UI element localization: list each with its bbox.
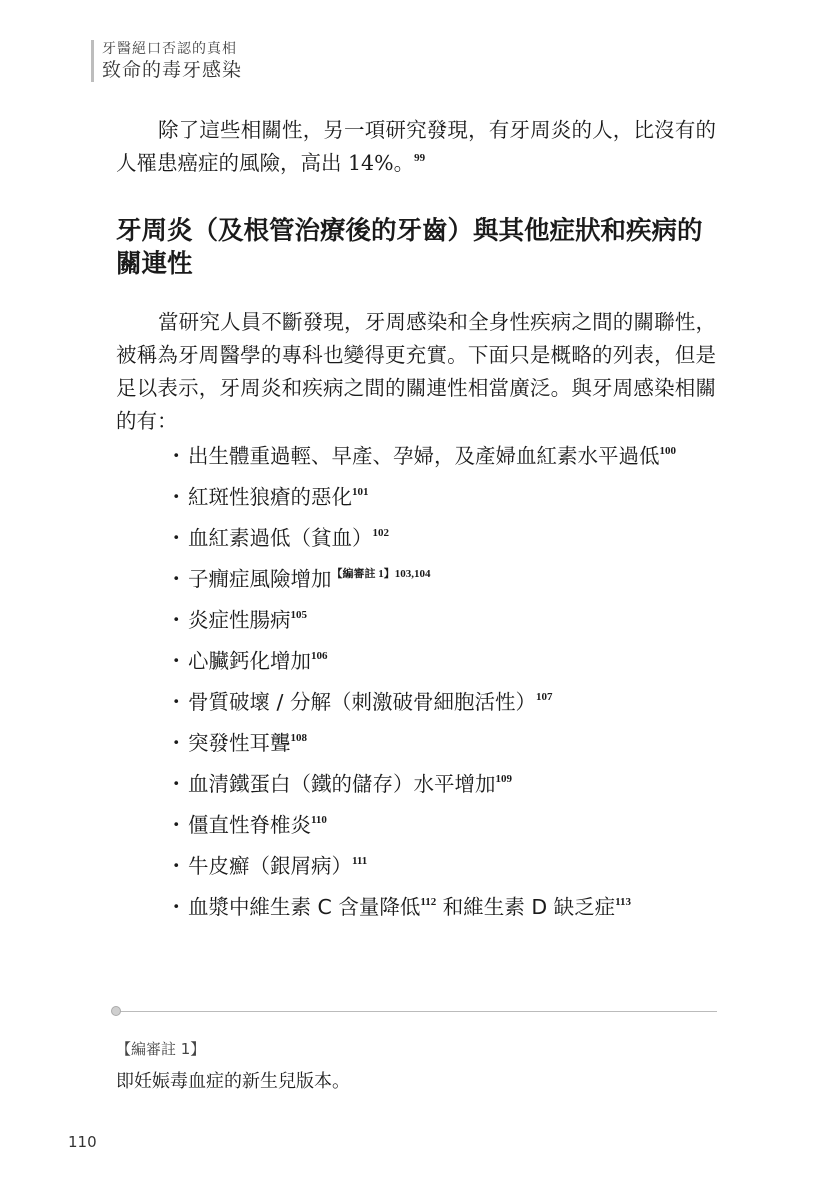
- intro-paragraph: 除了這些相關性，另一項研究發現，有牙周炎的人，比沒有的人罹患癌症的風險，高出 14%。$^{99}$: [116, 118, 716, 175]
- list-item: ・紅斑性狼瘡的惡化$^{101}$: [166, 485, 369, 509]
- body-paragraph: 當研究人員不斷發現，牙周感染和全身性疾病之間的關聯性，被稱為牙周醫學的專科也變得更充實。下面只是概略的列表，但是足以表示，牙周炎和疾病之間的關連性相當廣泛。與牙周感染相關的有：: [116, 310, 716, 433]
- footnote-ref: 99: [414, 152, 426, 164]
- list-item: ・血紅素過低（貧血）$^{102}$: [166, 526, 389, 550]
- list-item: ・炎症性腸病$^{105}$: [166, 608, 307, 632]
- list-item: ・僵直性脊椎炎$^{110}$: [166, 813, 327, 837]
- associated-conditions-list: [166, 440, 726, 932]
- editor-note-label: 【編審註 1】: [116, 1040, 206, 1058]
- list-item: ・牛皮癬（銀屑病）$^{111}$: [166, 854, 368, 878]
- list-item: ・血清鐵蛋白（鐵的儲存）水平增加$^{109}$: [166, 772, 512, 796]
- list-item: ・子癇症風險增加$^{【編審註 1】103,104}$: [166, 567, 431, 591]
- page-number: 110: [68, 1133, 97, 1151]
- divider-dot-ornament: [111, 1006, 121, 1016]
- list-item: ・突發性耳聾$^{108}$: [166, 731, 307, 755]
- footnote-divider: [116, 1011, 717, 1012]
- list-item: ・血漿中維生素 C 含量降低$^{112}$ 和維生素 D 缺乏症$^{113}$: [166, 895, 632, 919]
- running-header: [91, 40, 242, 82]
- list-item: ・骨質破壞 / 分解（刺激破骨細胞活性）$^{107}$: [166, 690, 553, 714]
- book-series-title: 牙醫絕口否認的真相: [102, 41, 237, 57]
- list-item: ・出生體重過輕、早產、孕婦，及產婦血紅素水平過低$^{100}$: [166, 444, 676, 468]
- chapter-title: 致命的毒牙感染: [102, 59, 243, 81]
- editor-note-text: 即妊娠毒血症的新生兒版本。: [116, 1071, 350, 1092]
- list-item: ・心臟鈣化增加$^{106}$: [166, 649, 328, 673]
- section-heading: 牙周炎（及根管治療後的牙齒）與其他症狀和疾病的關連性: [116, 216, 703, 279]
